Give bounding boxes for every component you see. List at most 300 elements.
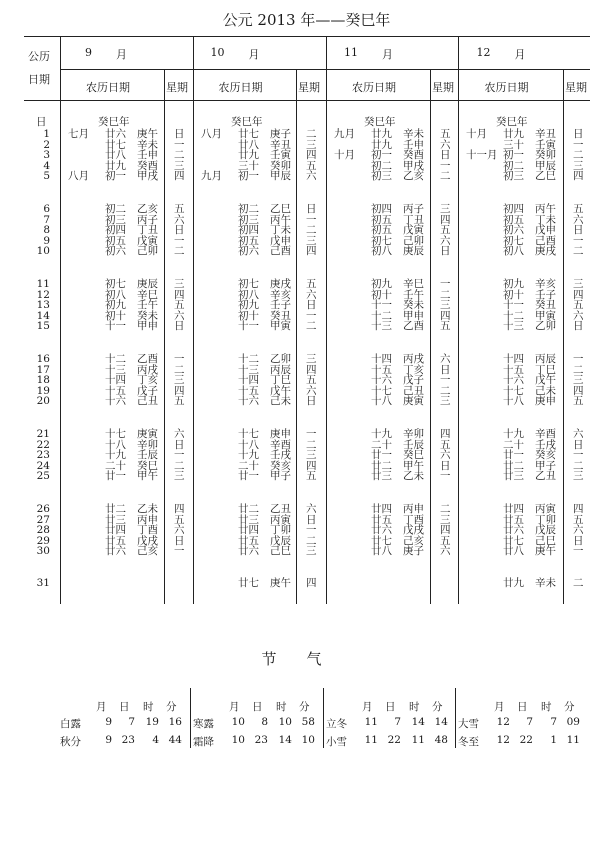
solar-term-name: 大雪 [458,718,479,730]
solar-term-value: 12 [496,734,510,746]
weekday: 三 [174,374,185,386]
weekday: 六 [306,288,317,301]
ganzhi: 丙戌 [137,363,158,376]
ganzhi: 庚戌 [270,278,291,290]
lunar-day: 廿五 [238,534,259,547]
weekday: 日 [440,459,451,472]
ganzhi: 己酉 [535,234,556,247]
solar-day-number: 19 [36,384,50,397]
lunar-day: 廿七 [503,534,524,547]
lunar-day: 廿七 [238,128,259,140]
lunar-day: 初八 [503,245,524,257]
top-rule [24,36,590,37]
lunar-day: 初五 [238,234,259,247]
lunar-day: 初八 [105,288,126,301]
ganzhi: 甲辰 [535,159,556,172]
lunar-day: 初三 [371,170,392,182]
ganzhi: 辛亥 [270,288,291,301]
ganzhi: 乙巳 [535,170,556,182]
weekday: 二 [306,128,317,140]
ganzhi: 丁亥 [137,374,158,386]
lunar-day: 初一 [238,170,259,182]
ganzhi: 乙丑 [270,503,291,515]
solar-term-value: 1 [550,734,557,746]
ganzhi: 丁丑 [403,213,424,226]
weekday: 六 [573,524,584,536]
ganzhi: 癸亥 [270,459,291,472]
solar-day-number: 8 [43,224,50,236]
solar-day-number: 10 [36,245,50,257]
weekday: 日 [440,363,451,376]
lunar-month: 九月 [201,170,222,182]
solar-terms-divider [323,688,324,748]
weekday: 六 [440,353,451,365]
month-unit: 月 [514,48,526,61]
solar-term-value: 7 [394,716,401,728]
lunar-day: 十四 [503,353,524,365]
month-number: 10 [210,46,225,59]
lunar-day: 十四 [105,374,126,386]
solar-day-number: 25 [36,470,50,482]
ganzhi: 乙酉 [403,320,424,332]
weekday: 四 [573,503,584,515]
ganzhi: 乙未 [403,470,424,482]
ganzhi: 己卯 [137,245,158,257]
lunar-day: 十三 [503,320,524,332]
solar-term-value: 8 [261,716,268,728]
col-rule [60,36,61,604]
lunar-day: 初七 [503,234,524,247]
weekday: 三 [573,278,584,290]
ganzhi: 甲戌 [137,170,158,182]
col-rule [193,36,194,604]
ganzhi: 戊寅 [137,234,158,247]
ganzhi: 壬寅 [535,138,556,151]
weekday: 五 [440,534,451,547]
lunar-day: 廿二 [503,459,524,472]
lunar-day: 十五 [503,363,524,376]
ganzhi: 甲寅 [270,320,291,332]
weekday: 五 [573,513,584,526]
weekday: 一 [174,138,185,151]
weekday: 六 [573,213,584,226]
weekday: 日 [440,149,451,161]
lunar-day: 廿二 [105,503,126,515]
weekday: 五 [174,299,185,311]
weekday: 三 [440,395,451,407]
weekday: 一 [174,234,185,247]
lunar-day: 十九 [503,428,524,440]
weekday: 二 [440,288,451,301]
solar-terms-col-header: 月 [494,701,505,713]
lunar-date-header: 农历日期 [218,81,263,94]
lunar-day: 廿八 [105,149,126,161]
solar-term-value: 12 [496,716,510,728]
lunar-day: 廿六 [371,524,392,536]
weekday: 日 [573,438,584,451]
solar-term-name: 寒露 [193,718,214,730]
lunar-day: 二十 [238,459,259,472]
ganzhi: 丁亥 [403,363,424,376]
weekday-header: 星期 [298,81,320,94]
solar-term-value: 58 [301,716,315,728]
ganzhi: 己卯 [403,234,424,247]
ganzhi: 戊子 [403,374,424,386]
corner-label-bottom: 日期 [28,73,50,86]
lunar-day: 十七 [371,384,392,397]
ganzhi: 丁酉 [137,524,158,536]
lunar-day: 十八 [105,438,126,451]
ganzhi: 甲辰 [270,170,291,182]
ganzhi: 癸丑 [270,309,291,322]
lunar-day: 初十 [503,288,524,301]
solar-term-value: 7 [526,716,533,728]
weekday: 六 [306,170,317,182]
solar-day-number: 6 [43,203,50,215]
ganzhi: 壬子 [270,299,291,311]
lunar-day: 廿四 [371,503,392,515]
weekday: 四 [440,213,451,226]
lunar-day: 初八 [238,288,259,301]
lunar-day: 初五 [371,213,392,226]
day-label: 日 [36,116,47,128]
lunar-day: 廿六 [503,524,524,536]
weekday: 五 [306,374,317,386]
solar-term-value: 11 [411,734,425,746]
ganzhi: 甲子 [535,459,556,472]
lunar-year: 癸巳年 [231,116,263,128]
weekday: 三 [440,299,451,311]
solar-term-value: 14 [278,734,292,746]
lunar-month: 八月 [201,128,222,140]
ganzhi: 甲寅 [535,309,556,322]
ganzhi: 辛未 [137,138,158,151]
ganzhi: 癸卯 [270,159,291,172]
lunar-day: 廿五 [105,534,126,547]
lunar-day: 初四 [371,203,392,215]
weekday: 一 [306,524,317,536]
lunar-month: 九月 [334,128,355,140]
ganzhi: 辛亥 [535,278,556,290]
weekday: 六 [440,234,451,247]
solar-day-number: 12 [36,288,50,301]
solar-day-number: 16 [36,353,50,365]
ganzhi: 乙卯 [535,320,556,332]
lunar-month: 八月 [68,170,89,182]
ganzhi: 癸巳 [137,459,158,472]
lunar-date-header: 农历日期 [86,81,130,94]
weekday: 一 [174,353,185,365]
ganzhi: 庚午 [270,577,291,589]
ganzhi: 己亥 [403,534,424,547]
lunar-day: 廿一 [238,470,259,482]
ganzhi: 癸亥 [535,449,556,461]
header-bottom-rule [24,100,590,101]
ganzhi: 丙午 [535,203,556,215]
lunar-day: 十四 [238,374,259,386]
lunar-day: 初八 [371,245,392,257]
weekday: 三 [573,470,584,482]
weekday: 四 [174,170,185,182]
weekday: 三 [174,278,185,290]
ganzhi: 甲申 [137,320,158,332]
ganzhi: 丙寅 [535,503,556,515]
solar-term-value: 10 [231,716,245,728]
ganzhi: 辛未 [535,577,556,589]
lunar-day: 二十 [503,438,524,451]
ganzhi: 戊辰 [270,534,291,547]
ganzhi: 甲戌 [403,159,424,172]
ganzhi: 戊子 [137,384,158,397]
lunar-day: 初四 [238,224,259,236]
ganzhi: 乙巳 [270,203,291,215]
ganzhi: 己巳 [535,534,556,547]
weekday-header: 星期 [565,81,587,94]
weekday: 二 [573,459,584,472]
ganzhi: 丙子 [403,203,424,215]
weekday: 二 [306,224,317,236]
weekday: 五 [174,395,185,407]
weekday: 三 [440,513,451,526]
solar-day-number: 20 [36,395,50,407]
weekday: 二 [440,503,451,515]
ganzhi: 己丑 [137,395,158,407]
lunar-day: 初九 [371,278,392,290]
ganzhi: 辛酉 [535,428,556,440]
ganzhi: 壬申 [137,149,158,161]
month-unit: 月 [116,48,127,61]
weekday: 六 [440,449,451,461]
solar-day-number: 26 [36,503,50,515]
solar-day-number: 15 [36,320,50,332]
solar-term-name: 白露 [60,718,81,730]
weekday: 一 [573,353,584,365]
weekday: 六 [174,309,185,322]
solar-terms-col-header: 日 [252,701,263,713]
ganzhi: 辛酉 [270,438,291,451]
solar-term-value: 10 [278,716,292,728]
lunar-day: 十七 [238,428,259,440]
weekday: 日 [306,203,317,215]
lunar-day: 十二 [105,353,126,365]
solar-term-value: 22 [387,734,401,746]
ganzhi: 癸未 [403,299,424,311]
solar-term-value: 22 [519,734,533,746]
solar-term-value: 16 [168,716,182,728]
weekday-header: 星期 [166,81,188,94]
ganzhi: 辛丑 [270,138,291,151]
lunar-day: 廿二 [371,459,392,472]
ganzhi: 癸酉 [403,149,424,161]
ganzhi: 庚戌 [535,245,556,257]
lunar-day: 十八 [371,395,392,407]
lunar-day: 十四 [371,353,392,365]
lunar-day: 廿七 [238,577,259,589]
lunar-day: 廿一 [503,449,524,461]
solar-day-number: 2 [43,138,50,151]
weekday: 五 [440,224,451,236]
ganzhi: 甲午 [403,459,424,472]
header-mid-rule [60,69,590,70]
weekday: 日 [174,224,185,236]
ganzhi: 乙酉 [137,353,158,365]
weekday: 四 [306,459,317,472]
ganzhi: 辛卯 [137,438,158,451]
lunar-day: 廿八 [238,138,259,151]
ganzhi: 癸丑 [535,299,556,311]
weekday: 四 [573,288,584,301]
lunar-day: 初六 [105,245,126,257]
lunar-day: 廿八 [503,545,524,557]
ganzhi: 辛巳 [137,288,158,301]
ganzhi: 丙寅 [270,513,291,526]
weekday: 六 [174,213,185,226]
solar-term-value: 7 [550,716,557,728]
ganzhi: 庚子 [403,545,424,557]
weekday: 日 [174,128,185,140]
lunar-day: 廿九 [371,128,392,140]
lunar-day: 廿九 [371,138,392,151]
lunar-day: 十六 [503,374,524,386]
lunar-day: 十六 [105,395,126,407]
ganzhi: 己巳 [270,545,291,557]
lunar-day: 廿九 [503,128,524,140]
month-number: 12 [476,46,491,59]
weekday: 日 [573,534,584,547]
ganzhi: 丙午 [270,213,291,226]
weekday: 三 [306,138,317,151]
ganzhi: 壬辰 [403,438,424,451]
lunar-day: 初二 [105,203,126,215]
weekday: 一 [573,449,584,461]
lunar-day: 初九 [238,299,259,311]
solar-day-number: 17 [36,363,50,376]
weekday: 一 [573,545,584,557]
lunar-day: 初一 [503,149,524,161]
lunar-date-header: 农历日期 [484,81,529,94]
weekday: 日 [174,320,185,332]
col-rule [296,69,297,604]
lunar-day: 廿七 [105,138,126,151]
solar-day-number: 22 [36,438,50,451]
month-number: 9 [85,46,92,59]
solar-terms-col-header: 时 [143,701,154,713]
ganzhi: 壬辰 [137,449,158,461]
ganzhi: 丁丑 [137,224,158,236]
weekday: 一 [306,213,317,226]
ganzhi: 丁未 [270,224,291,236]
weekday: 一 [440,374,451,386]
solar-terms-col-header: 时 [276,701,287,713]
lunar-day: 廿四 [238,524,259,536]
weekday: 六 [440,138,451,151]
ganzhi: 丙申 [403,503,424,515]
weekday: 二 [174,459,185,472]
weekday: 二 [306,320,317,332]
solar-day-number: 30 [36,545,50,557]
ganzhi: 丙申 [137,513,158,526]
month-unit: 月 [382,48,393,61]
ganzhi: 壬午 [403,288,424,301]
lunar-day: 初四 [105,224,126,236]
lunar-day: 廿一 [371,449,392,461]
weekday: 四 [306,577,317,589]
weekday: 二 [573,577,584,589]
lunar-day: 廿二 [238,503,259,515]
solar-term-value: 23 [254,734,268,746]
weekday: 四 [174,288,185,301]
solar-day-number: 28 [36,524,50,536]
weekday: 六 [174,524,185,536]
lunar-day: 廿七 [371,534,392,547]
weekday: 三 [306,353,317,365]
weekday: 四 [440,428,451,440]
ganzhi: 戊申 [270,234,291,247]
solar-term-value: 11 [364,734,378,746]
weekday: 一 [440,159,451,172]
lunar-day: 初十 [371,288,392,301]
weekday: 三 [306,449,317,461]
lunar-day: 初六 [238,245,259,257]
weekday: 五 [306,278,317,290]
ganzhi: 癸未 [137,309,158,322]
weekday: 四 [174,503,185,515]
col-rule [326,36,327,604]
lunar-day: 十一 [503,299,524,311]
ganzhi: 甲子 [270,470,291,482]
solar-terms-divider [455,688,456,748]
lunar-day: 十二 [503,309,524,322]
lunar-day: 十二 [238,353,259,365]
weekday: 六 [573,309,584,322]
lunar-day: 初五 [105,234,126,247]
ganzhi: 辛卯 [403,428,424,440]
solar-terms-col-header: 月 [362,701,373,713]
ganzhi: 戊寅 [403,224,424,236]
ganzhi: 乙亥 [137,203,158,215]
lunar-day: 廿三 [238,513,259,526]
weekday: 二 [440,170,451,182]
weekday: 二 [306,438,317,451]
solar-term-value: 09 [566,716,580,728]
corner-label-top: 公历 [28,50,50,63]
weekday: 四 [573,170,584,182]
lunar-day: 廿一 [105,470,126,482]
lunar-day: 廿五 [371,513,392,526]
weekday: 二 [573,363,584,376]
weekday: 日 [573,320,584,332]
ganzhi: 丁未 [535,213,556,226]
ganzhi: 癸酉 [137,159,158,172]
lunar-day: 十三 [238,363,259,376]
ganzhi: 乙未 [137,503,158,515]
weekday: 一 [306,309,317,322]
ganzhi: 丁巳 [535,363,556,376]
solar-term-value: 14 [434,716,448,728]
ganzhi: 己亥 [137,545,158,557]
month-number: 11 [344,46,358,59]
solar-term-name: 小雪 [326,736,347,748]
ganzhi: 壬申 [403,138,424,151]
weekday: 三 [573,374,584,386]
ganzhi: 癸卯 [535,149,556,161]
lunar-day: 十三 [105,363,126,376]
solar-term-value: 48 [434,734,448,746]
lunar-day: 十六 [371,374,392,386]
weekday: 六 [306,503,317,515]
weekday: 四 [306,363,317,376]
ganzhi: 庚申 [270,428,291,440]
